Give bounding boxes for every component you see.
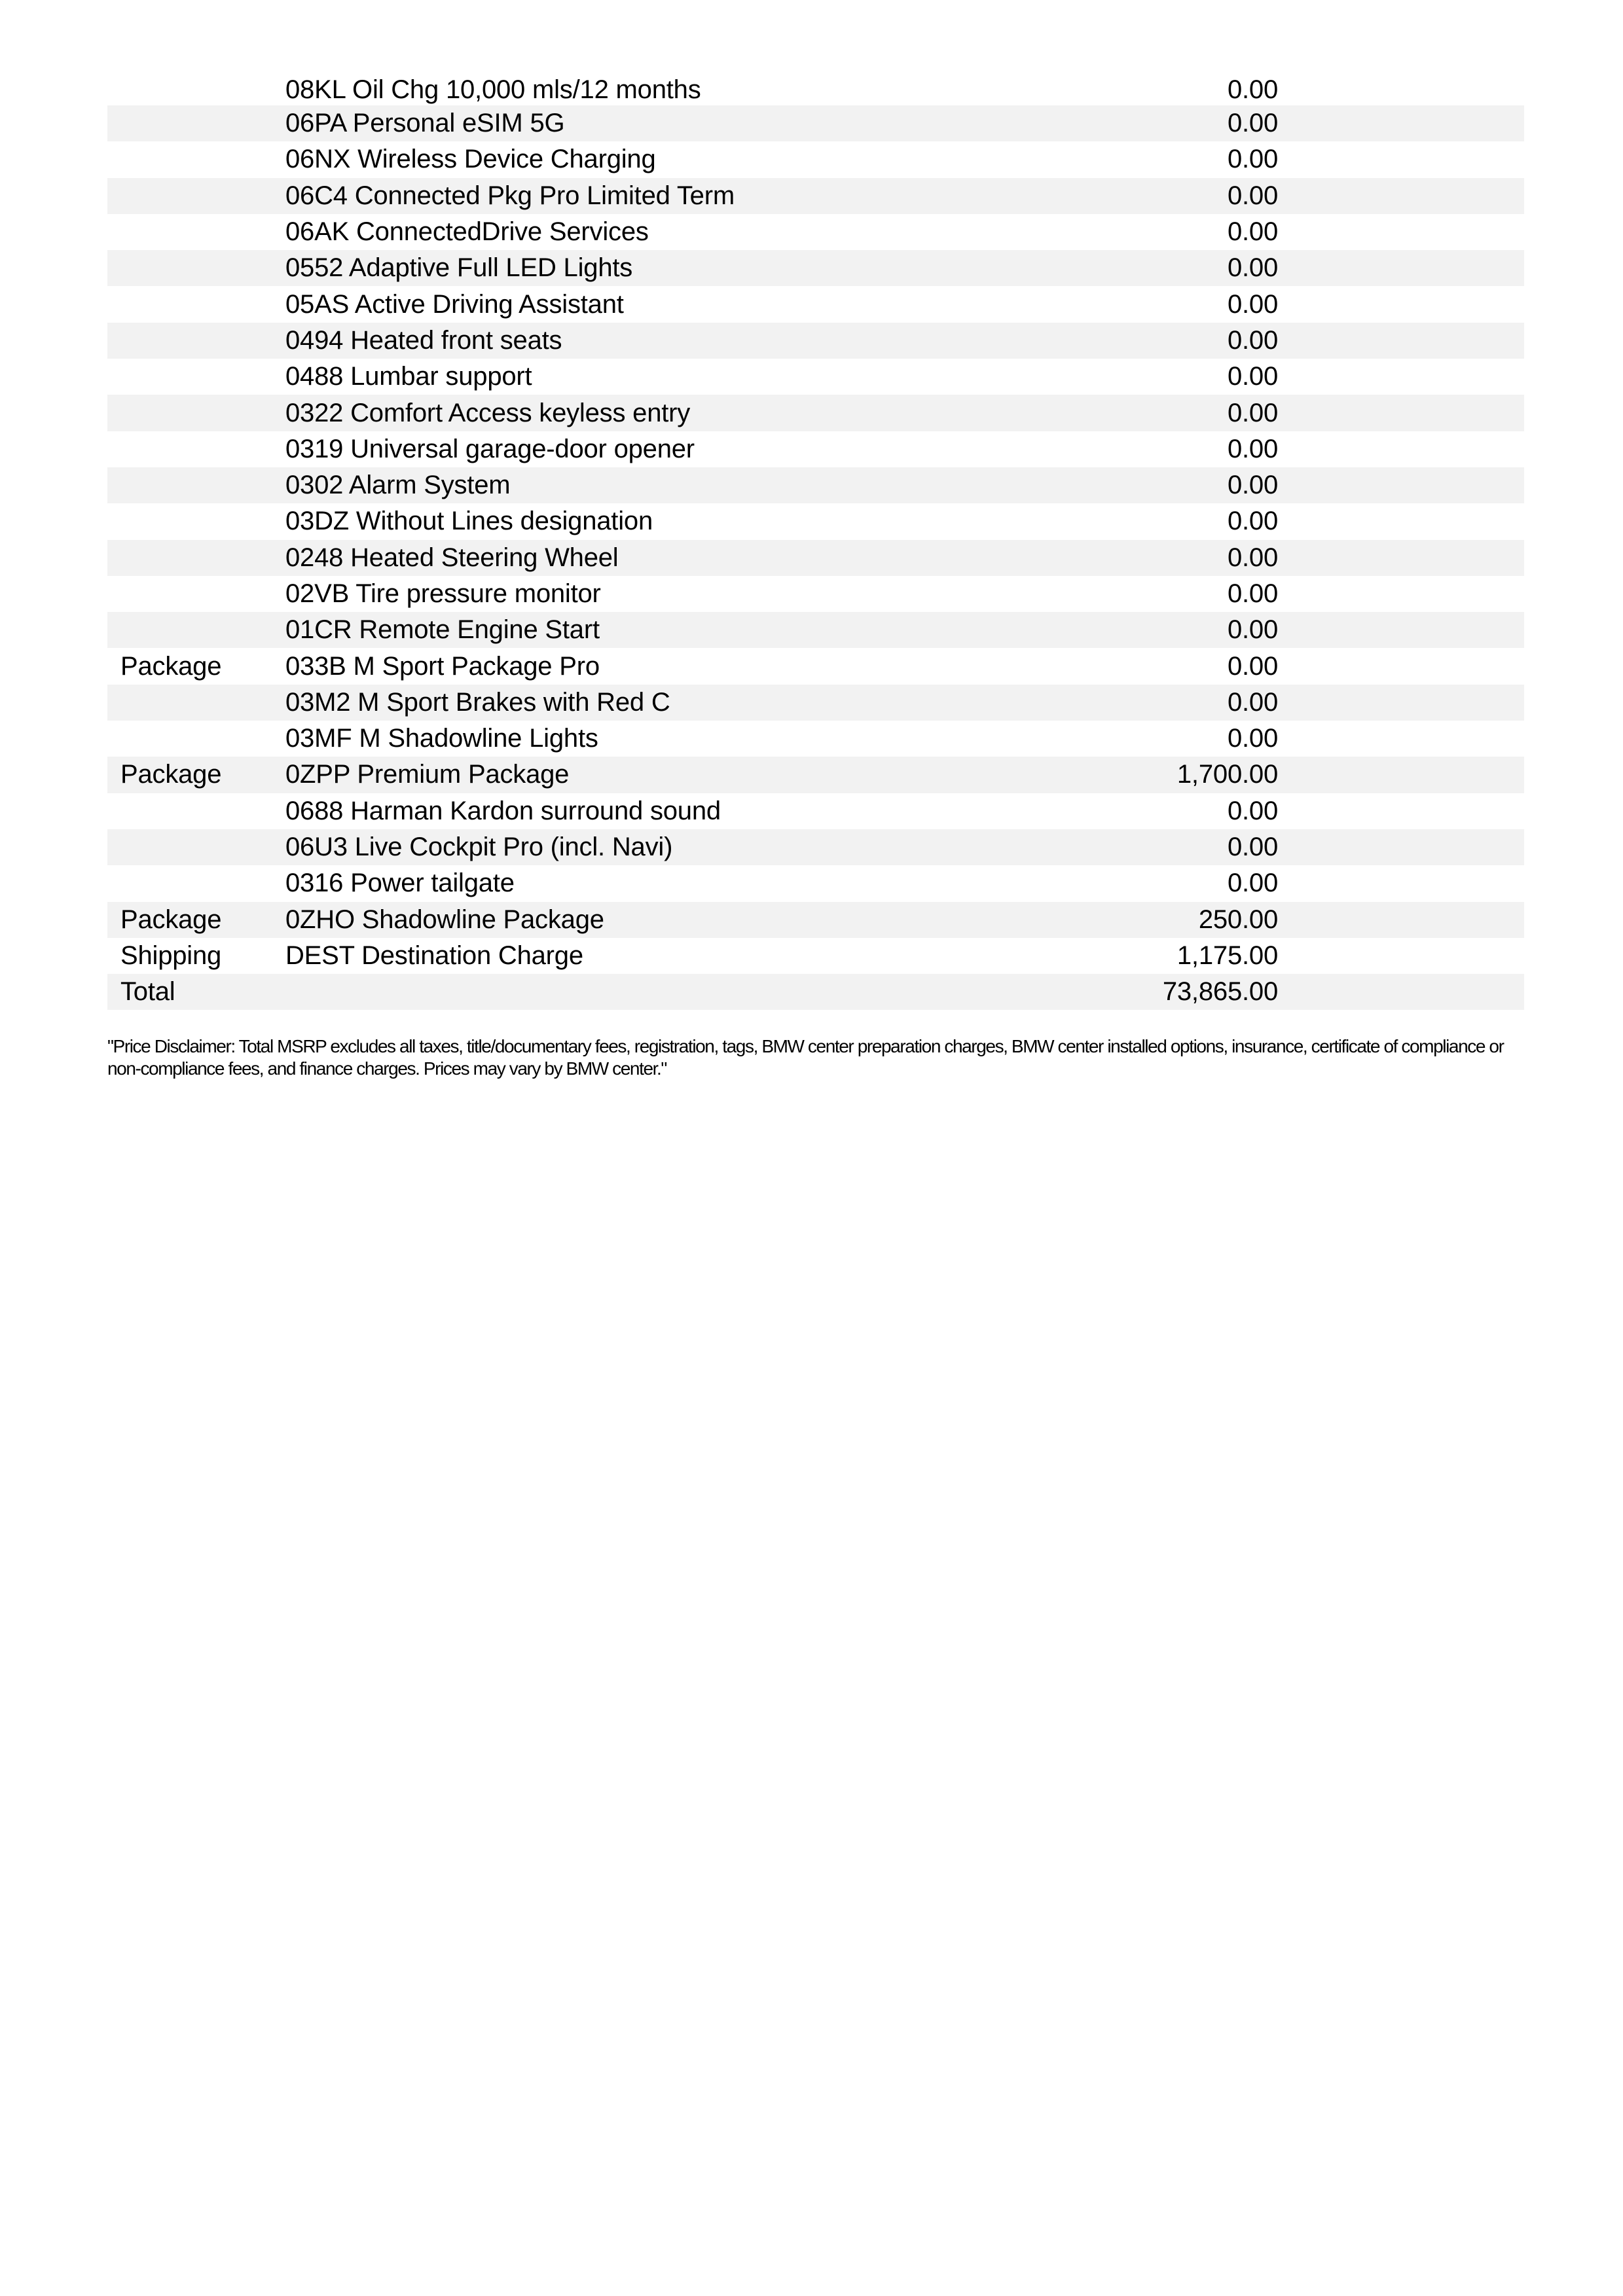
table-row <box>107 74 1524 105</box>
table-row <box>107 467 1524 503</box>
row-price: 0.00 <box>1227 217 1278 247</box>
row-price: 0.00 <box>1227 579 1278 608</box>
row-price: 0.00 <box>1227 398 1278 427</box>
row-description: 0302 Alarm System <box>285 471 511 500</box>
table-row <box>107 721 1524 757</box>
row-description: 06NX Wireless Device Charging <box>285 145 656 174</box>
row-description: 06U3 Live Cockpit Pro (incl. Navi) <box>285 833 673 862</box>
row-description: 05AS Active Driving Assistant <box>285 289 624 319</box>
row-price: 1,700.00 <box>1176 760 1278 789</box>
row-description: 0319 Universal garage-door opener <box>285 434 695 463</box>
row-description: 03M2 M Sport Brakes with Red C <box>285 687 670 717</box>
row-category: Shipping <box>120 941 222 970</box>
row-description: 02VB Tire pressure monitor <box>285 579 601 608</box>
row-price: 0.00 <box>1227 325 1278 355</box>
row-description: 03MF M Shadowline Lights <box>285 724 598 753</box>
table-row <box>107 286 1524 322</box>
table-row <box>107 938 1524 974</box>
table-row <box>107 793 1524 829</box>
table-row <box>107 612 1524 648</box>
price-disclaimer: "Price Disclaimer: Total MSRP excludes all taxes, title/documentary fees, registration, tags, BMW center preparation charges, BMW center installed options, insurance, certificate of compliance or non-compliance fees, and finance charges. Prices may vary by BMW center." <box>107 1036 1504 1079</box>
table-row <box>107 395 1524 431</box>
row-price: 0.00 <box>1227 75 1278 104</box>
row-price: 0.00 <box>1227 289 1278 319</box>
table-row <box>107 757 1524 793</box>
row-category <box>120 178 271 214</box>
row-description: 06PA Personal eSIM 5G <box>285 109 565 138</box>
table-row <box>107 503 1524 539</box>
row-price: 1,175.00 <box>1176 941 1278 970</box>
row-category <box>120 793 271 829</box>
row-description: 03DZ Without Lines designation <box>285 507 653 536</box>
row-price: 0.00 <box>1227 253 1278 283</box>
row-price: 0.00 <box>1227 615 1278 645</box>
row-category: Package <box>120 651 222 681</box>
row-category <box>120 685 271 721</box>
row-category <box>120 503 271 539</box>
row-price: 0.00 <box>1227 796 1278 825</box>
row-category <box>120 612 271 648</box>
row-category <box>120 214 271 250</box>
row-price: 0.00 <box>1227 687 1278 717</box>
row-category: Package <box>120 760 222 789</box>
row-description: 033B M Sport Package Pro <box>285 651 600 681</box>
row-description: 01CR Remote Engine Start <box>285 615 600 645</box>
row-price: 0.00 <box>1227 833 1278 862</box>
row-description: 0322 Comfort Access keyless entry <box>285 398 691 427</box>
row-category <box>120 359 271 395</box>
row-description: 0248 Heated Steering Wheel <box>285 543 619 572</box>
table-row <box>107 214 1524 250</box>
row-category <box>120 286 271 322</box>
row-category <box>120 576 271 612</box>
row-price: 0.00 <box>1227 869 1278 898</box>
row-price: 0.00 <box>1227 507 1278 536</box>
row-category <box>120 250 271 286</box>
table-row <box>107 865 1524 901</box>
row-category <box>120 323 271 359</box>
table-row <box>107 431 1524 467</box>
row-description: 0688 Harman Kardon surround sound <box>285 796 721 825</box>
row-price: 0.00 <box>1227 362 1278 391</box>
row-category <box>120 431 271 467</box>
table-row <box>107 685 1524 721</box>
table-row <box>107 178 1524 214</box>
table-row <box>107 105 1524 141</box>
table-row <box>107 829 1524 865</box>
row-description: 0488 Lumbar support <box>285 362 532 391</box>
table-row <box>107 540 1524 576</box>
row-price: 0.00 <box>1227 109 1278 138</box>
row-category <box>120 865 271 901</box>
table-row <box>107 359 1524 395</box>
row-category: Package <box>120 905 222 934</box>
table-row <box>107 323 1524 359</box>
total-label: Total <box>120 977 175 1007</box>
row-description: 0316 Power tailgate <box>285 869 515 898</box>
row-price: 0.00 <box>1227 181 1278 210</box>
row-price: 0.00 <box>1227 651 1278 681</box>
table-row <box>107 250 1524 286</box>
row-description: 0ZPP Premium Package <box>285 760 570 789</box>
row-price: 0.00 <box>1227 543 1278 572</box>
row-category <box>120 395 271 431</box>
row-price: 0.00 <box>1227 145 1278 174</box>
row-category <box>120 467 271 503</box>
table-row <box>107 648 1524 684</box>
row-description: DEST Destination Charge <box>285 941 583 970</box>
table-row <box>107 902 1524 938</box>
row-description: 0ZHO Shadowline Package <box>285 905 604 934</box>
row-description: 06AK ConnectedDrive Services <box>285 217 649 247</box>
row-price: 0.00 <box>1227 724 1278 753</box>
total-row <box>107 974 1524 1010</box>
table-row <box>107 576 1524 612</box>
row-description: 0494 Heated front seats <box>285 325 562 355</box>
row-price: 250.00 <box>1198 905 1278 934</box>
row-description: 06C4 Connected Pkg Pro Limited Term <box>285 181 735 210</box>
row-description: 08KL Oil Chg 10,000 mls/12 months <box>285 75 701 104</box>
row-category <box>120 829 271 865</box>
row-category <box>120 74 271 105</box>
total-price: 73,865.00 <box>1162 977 1278 1007</box>
options-price-table <box>107 74 1524 1010</box>
row-price: 0.00 <box>1227 471 1278 500</box>
row-price: 0.00 <box>1227 434 1278 463</box>
row-category <box>120 721 271 757</box>
row-category <box>120 540 271 576</box>
row-description: 0552 Adaptive Full LED Lights <box>285 253 633 283</box>
table-row <box>107 141 1524 177</box>
row-category <box>120 141 271 177</box>
row-category <box>120 105 271 141</box>
row-description <box>285 974 1006 1010</box>
